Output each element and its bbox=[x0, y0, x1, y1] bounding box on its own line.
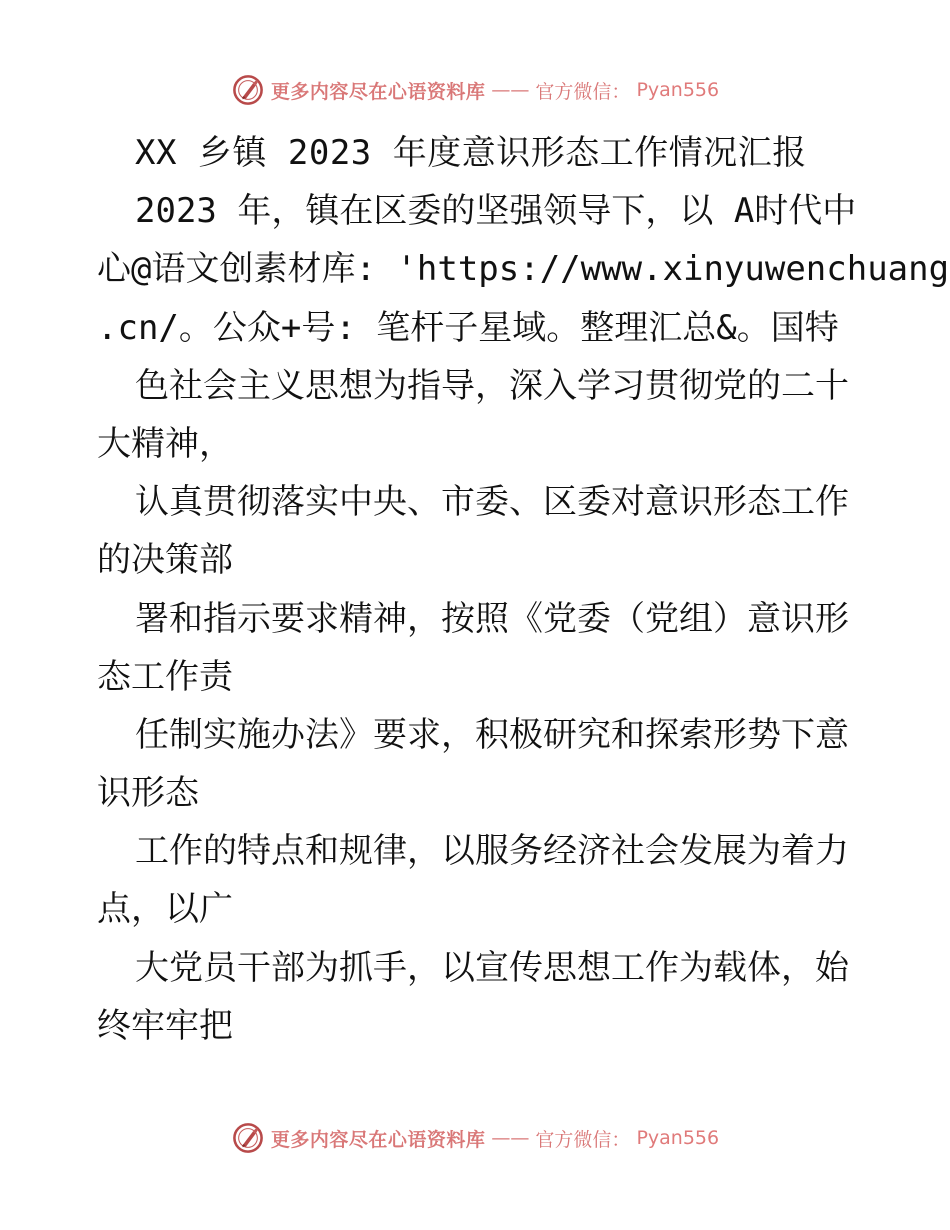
document-title: XX 乡镇 2023 年度意识形态工作情况汇报 bbox=[135, 133, 807, 173]
document-line: 认真贯彻落实中央、市委、区委对意识形态工作 bbox=[135, 482, 849, 523]
document-line: 大精神， bbox=[97, 423, 233, 464]
banner-text: 更多内容尽在心语资料库 bbox=[270, 1128, 486, 1151]
document-line: 识形态 bbox=[97, 773, 199, 814]
banner-separator: —— bbox=[491, 1127, 530, 1149]
banner-inner bbox=[231, 73, 719, 107]
document-line: 终牢牢把 bbox=[97, 1005, 233, 1046]
document-body bbox=[97, 124, 950, 1055]
document-line: 大党员干部为抓手，以宣传思想工作为载体，始 bbox=[135, 947, 849, 988]
document-line: 色社会主义思想为指导，深入学习贯彻党的二十 bbox=[135, 365, 849, 406]
fountain-pen-seal-icon bbox=[231, 1121, 265, 1155]
document-line: 心@语文创素材库: 'https://www.xinyuwenchuang bbox=[97, 249, 950, 290]
banner-contact-value: Pyan556 bbox=[636, 79, 720, 101]
footer-banner bbox=[0, 1118, 950, 1158]
document-line: 点，以广 bbox=[97, 889, 233, 930]
document-line: .cn/。公众+号: 笔杆子星域。整理汇总&。国特 bbox=[97, 307, 839, 348]
document-line: 工作的特点和规律，以服务经济社会发展为着力 bbox=[135, 831, 849, 872]
banner-contact-label: 官方微信： bbox=[535, 1128, 631, 1151]
banner-text: 更多内容尽在心语资料库 bbox=[270, 80, 486, 103]
banner-contact-label: 官方微信： bbox=[535, 80, 631, 103]
document-line: 署和指示要求精神，按照《党委（党组）意识形 bbox=[135, 598, 849, 639]
fountain-pen-seal-icon bbox=[231, 73, 265, 107]
header-banner bbox=[0, 70, 950, 110]
banner-inner bbox=[231, 1121, 719, 1155]
document-line: 任制实施办法》要求，积极研究和探索形势下意 bbox=[135, 714, 849, 755]
banner-contact-value: Pyan556 bbox=[636, 1127, 720, 1149]
document-line: 的决策部 bbox=[97, 540, 233, 581]
document-line: 态工作责 bbox=[97, 656, 233, 697]
banner-separator: —— bbox=[491, 79, 530, 101]
document-line: 2023 年，镇在区委的坚强领导下，以 A时代中 bbox=[135, 191, 857, 232]
